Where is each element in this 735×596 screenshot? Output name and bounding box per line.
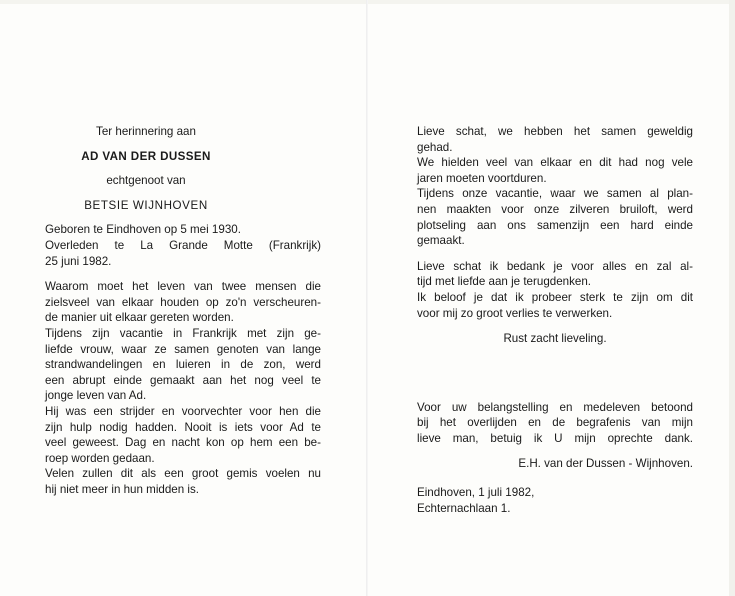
text-line: Waarom moet het leven van twee mensen die	[45, 280, 321, 294]
address: Echternachlaan 1.	[417, 501, 511, 515]
paragraph-vacation	[45, 326, 321, 404]
text-line: strandwandelingen en luieren in de zon, werd	[45, 358, 321, 372]
place-date: Eindhoven, 1 juli 1982,	[417, 486, 535, 500]
text-line: veel geweest. Dag en nacht kon op hem een be-	[45, 436, 321, 450]
text-line: jonge leven van Ad.	[45, 389, 147, 403]
text-line: Voor uw belangstelling en medeleven betoond	[417, 400, 693, 414]
text-line: zijn hulp nodig hadden. Nooit is iets voor Ad te	[45, 420, 321, 434]
paragraph-missed	[45, 466, 321, 497]
text-line: roep worden gedaan.	[45, 451, 155, 465]
text-line: zielsveel van elkaar houden op zo'n verscheuren-	[45, 295, 321, 309]
right-column	[417, 124, 693, 516]
paragraph-darling	[417, 124, 693, 249]
text-line: Tijdens onze vacantie, waar we samen al plan-	[417, 187, 693, 201]
text-line: liefde vrouw, waar ze samen genoten van lange	[45, 342, 321, 356]
left-column	[45, 124, 321, 497]
text-line: een abrupt einde gemaakt aan het nog veel te	[45, 373, 321, 387]
paragraph-thanks	[417, 400, 693, 447]
spouse-name: BETSIE WIJNHOVEN	[84, 198, 208, 212]
text-line: bij het overlijden en de begrafenis van mijn	[417, 416, 693, 430]
text-line: Lieve schat ik bedank je voor alles en zal al-	[417, 259, 693, 273]
death-line-1: Overleden te La Grande Motte (Frankrijk)	[45, 238, 321, 252]
birth-line: Geboren te Eindhoven op 5 mei 1930.	[45, 223, 241, 237]
text-line: nen maakten voor onze zilveren bruiloft, werd	[417, 202, 693, 216]
text-line: tijd met liefde aan je terugdenken.	[417, 275, 592, 289]
text-line: hij niet meer in hun midden is.	[45, 482, 200, 496]
text-line: gemaakt.	[417, 234, 465, 248]
text-line: Velen zullen dit als een groot gemis voelen nu	[45, 467, 321, 481]
signature: E.H. van der Dussen - Wijnhoven.	[518, 456, 693, 470]
text-line: jaren moeten voortduren.	[417, 171, 547, 185]
intro-text: Ter herinnering aan	[96, 125, 196, 138]
text-line: Lieve schat, we hebben het samen geweldig	[417, 125, 693, 138]
text-line: voor mij zo groot verlies te verwerken.	[417, 306, 613, 320]
text-line: plotseling aan ons samenzijn een hard einde	[417, 218, 693, 232]
card-fold	[366, 0, 368, 596]
deceased-name: AD VAN DER DUSSEN	[81, 149, 211, 163]
card-right-edge	[729, 0, 735, 596]
text-line: Ik beloof je dat ik probeer sterk te zijn om dit	[417, 290, 693, 304]
paragraph-why	[45, 279, 321, 326]
relation-text: echtgenoot van	[106, 174, 186, 188]
text-line: gehad.	[417, 140, 453, 154]
text-line: We hielden veel van elkaar en dit had nog vele	[417, 156, 693, 170]
text-line: de manier uit elkaar gereten worden.	[45, 311, 234, 325]
text-line: Hij was een strijder en voorvechter voor hen die	[45, 404, 321, 418]
paragraph-fighter	[45, 404, 321, 466]
text-line: Tijdens zijn vacantie in Frankrijk met zijn ge-	[45, 326, 321, 340]
death-line-2: 25 juni 1982.	[45, 254, 112, 268]
text-line: lieve man, betuig ik U mijn oprechte dank.	[417, 431, 693, 445]
rest-line: Rust zacht lieveling.	[503, 332, 607, 346]
paragraph-promise	[417, 259, 693, 321]
